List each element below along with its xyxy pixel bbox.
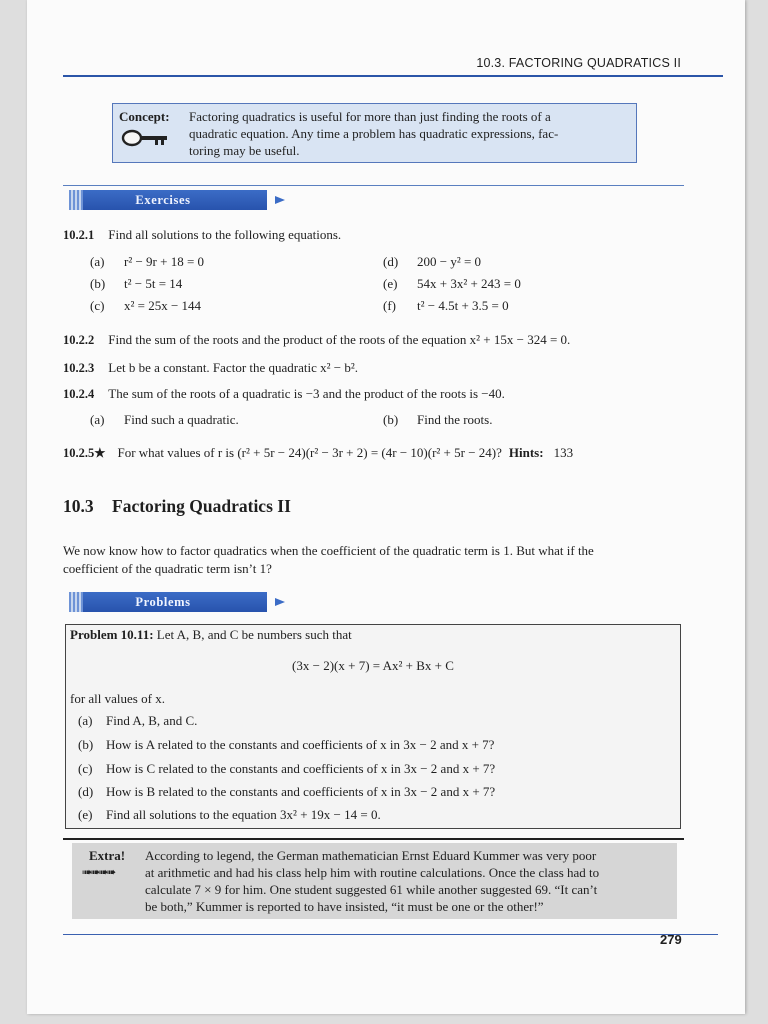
problem-statement [70,627,352,643]
part-text: How is A related to the constants and coefficients of x in 3x − 2 and x + 7? [106,737,495,752]
problem-text: Let A, B, and C be numbers such that [156,627,352,642]
concept-label: Concept: [119,109,170,124]
exercise-text: The sum of the roots of a quadratic is −3 and the product of the roots is −40. [108,386,505,401]
part-text: Find the roots. [417,412,493,427]
exercise-number: 10.2.5★ [63,446,106,460]
banner-arrow-icon [275,196,285,204]
problem-equation: (3x − 2)(x + 7) = Ax² + Bx + C [292,658,454,673]
exercise-text: Find the sum of the roots and the product of the roots of the equation x² + 15x − 324 = 0. [108,332,571,347]
part-expression: x² = 25x − 144 [124,298,202,313]
intro-line: We now know how to factor quadratics when the coefficient of the quadratic term is 1. But what if the [63,543,594,558]
header-rule [63,75,723,77]
exercise-10-2-2 [63,331,570,349]
banner-arrow-icon [275,598,285,606]
book-page [27,0,745,1014]
exercise-number: 10.2.1 [63,228,95,242]
problem-for-all: for all values of x. [70,691,165,706]
part-label: (b) [78,737,94,752]
part-text: How is B related to the constants and coefficients of x in 3x − 2 and x + 7? [106,784,496,799]
part-text: Find all solutions to the equation 3x² + 19x − 14 = 0. [106,807,381,822]
section-title [63,496,291,517]
exercise-number: 10.2.3 [63,361,95,375]
part-label: (c) [90,298,105,313]
footer-rule [63,934,718,935]
exercise-10-2-4 [63,385,505,403]
part-label: (d) [383,254,399,269]
extra-box [72,843,677,919]
part-label: (a) [90,254,105,269]
concept-line: quadratic equation. Any time a problem has quadratic expressions, fac- [189,126,559,141]
exercise-text: Let b be a constant. Factor the quadratic x² − b². [108,360,359,375]
running-head: 10.3. FACTORING QUADRATICS II [476,56,681,70]
extra-line: calculate 7 × 9 for him. One student suggested 61 while another suggested 69. “It can’t [145,882,598,897]
section-intro [63,542,723,578]
extra-arrows-icon: ➠➠➠➠ [82,865,115,879]
problem-box [65,624,681,829]
exercise-text: For what values of r is (r² + 5r − 24)(r² − 3r + 2) = (4r − 10)(r² + 5r − 24)? [117,445,502,460]
exercise-number: 10.2.2 [63,333,95,347]
hints-link[interactable]: 133 [553,445,574,460]
extra-line: at arithmetic and had his class help him with routine calculations. Once the class had to [145,865,600,880]
extra-line: be both,” Kummer is reported to have insisted, “it must be one or the other!” [145,899,544,914]
problems-banner-label: Problems [135,595,191,609]
part-expression: t² − 4.5t + 3.5 = 0 [417,298,509,313]
page-number: 279 [660,932,682,947]
part-label: (a) [90,412,105,427]
part-expression: 200 − y² = 0 [417,254,482,269]
problems-banner [69,592,267,612]
exercise-10-2-3 [63,359,358,377]
intro-line: coefficient of the quadratic term isn’t 1? [63,561,272,576]
exercise-10-2-1 [63,226,341,244]
concept-text [189,108,629,159]
concept-box [112,103,637,163]
problem-label: Problem 10.11: [70,627,154,642]
part-expression: t² − 5t = 14 [124,276,183,291]
part-label: (a) [78,713,93,728]
part-label: (d) [78,784,94,799]
exercise-text: Find all solutions to the following equations. [108,227,342,242]
hints-label: Hints: [508,445,544,460]
key-icon [121,128,173,148]
exercises-banner [69,190,267,210]
part-label: (b) [383,412,399,427]
extra-rule [63,838,684,840]
exercises-rule [63,185,684,186]
section-title-text: Factoring Quadratics II [112,496,291,516]
part-expression: r² − 9r + 18 = 0 [124,254,205,269]
part-text: Find A, B, and C. [106,713,198,728]
part-label: (f) [383,298,396,313]
exercise-number: 10.2.4 [63,387,95,401]
part-label: (e) [78,807,93,822]
extra-line: According to legend, the German mathematician Ernst Eduard Kummer was very poor [145,848,597,863]
part-text: How is C related to the constants and coefficients of x in 3x − 2 and x + 7? [106,761,496,776]
part-label: (b) [90,276,106,291]
extra-label: Extra! [89,848,126,863]
section-number: 10.3 [63,496,94,516]
part-text: Find such a quadratic. [124,412,239,427]
exercises-banner-label: Exercises [135,193,191,207]
extra-text [145,847,675,915]
part-label: (c) [78,761,93,776]
part-label: (e) [383,276,398,291]
exercise-10-2-5 [63,444,573,462]
concept-line: toring may be useful. [189,143,300,158]
part-expression: 54x + 3x² + 243 = 0 [417,276,521,291]
concept-line: Factoring quadratics is useful for more than just finding the roots of a [189,109,551,124]
